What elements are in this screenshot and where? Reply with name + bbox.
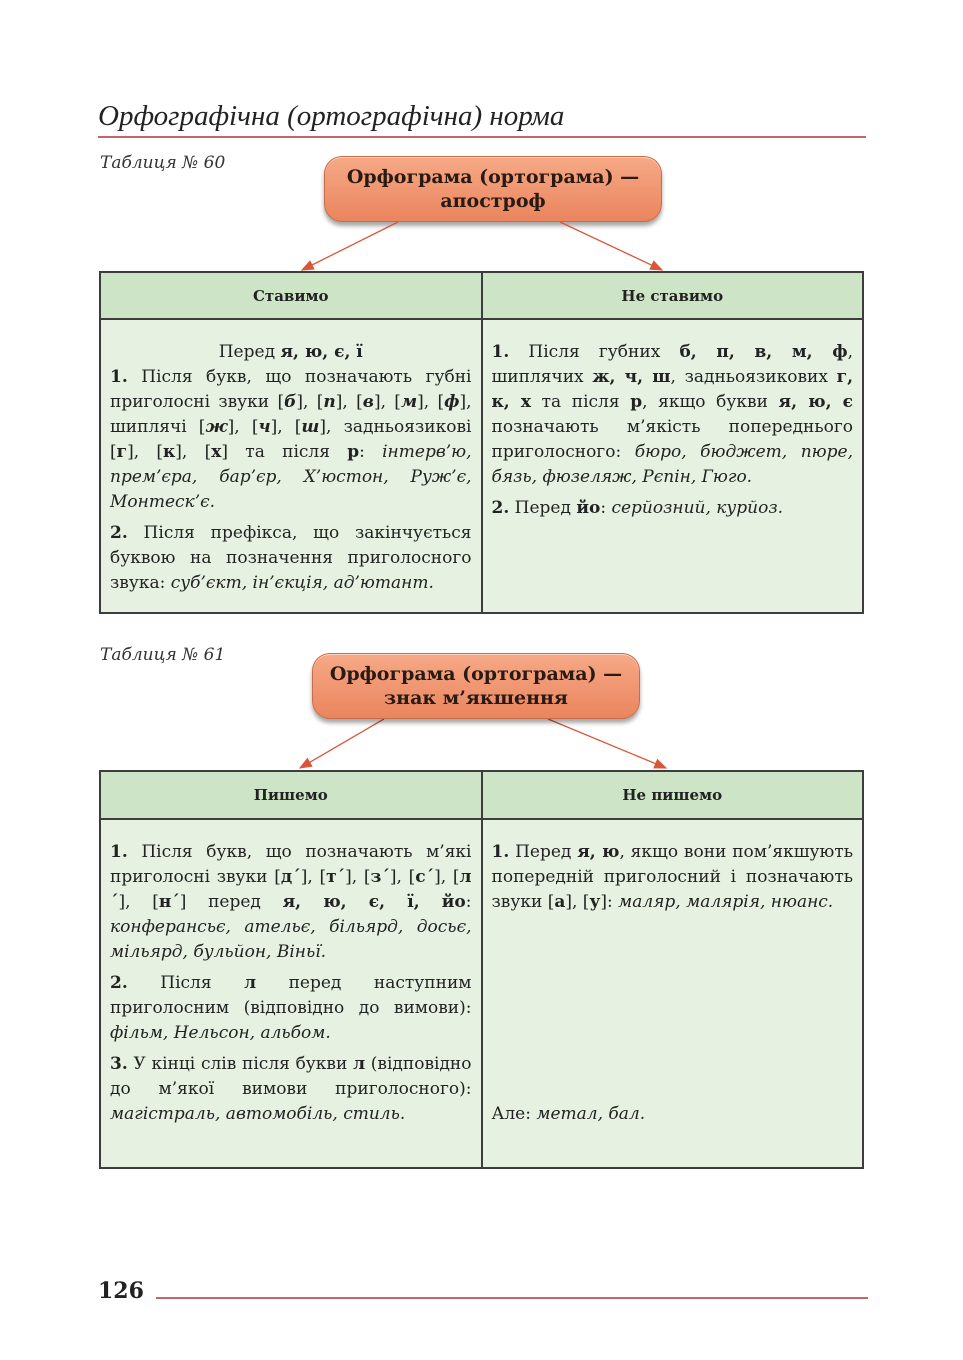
rule-item: 1. Після губних б, п, в, м, ф, шиплячих ж, ч, ш, задньоязикових г, к, х та після р, якщо букви я, ю, є позначають м’якість попереднього приголосного: бюро, бюджет, пюре, бязь, фюзеляж, Рєпін, Гюго. (491, 342, 854, 487)
table-61-label: Таблиця № 61 (100, 645, 226, 665)
column-header-pyshemo: Пишемо (253, 786, 328, 804)
table-61-left-cell (101, 820, 481, 1167)
column-header-ne-pyshemo: Не пишемо (481, 772, 863, 818)
arrow-left-61 (300, 719, 384, 768)
table-60-label: Таблиця № 60 (100, 153, 226, 173)
intro-line: Перед я, ю, є, ї (218, 342, 363, 362)
rule-item: 1. Після букв, що позначають м’які приголосні звуки [д´], [т´], [з´], [с´], [л´], [н´] перед я, ю, є, ї, йо: конферансьє, ательє, більярд, досьє, мільярд, бульйон, Віньї. (110, 842, 472, 962)
page-number: 126 (98, 1278, 144, 1304)
table-61-topic-box (312, 653, 640, 719)
footer-divider (156, 1297, 868, 1299)
rule-item: 2. Після л перед наступним приголосним (відповідно до вимови): фільм, Нельсон, альбом. (110, 973, 472, 1043)
column-header-stavymo: Ставимо (252, 286, 329, 305)
rule-item: 2. Перед йо: серйозний, курйоз. (491, 498, 784, 518)
table-61-header-row (101, 772, 862, 820)
table-61-body (101, 820, 862, 1167)
arrow-left-60 (302, 222, 398, 270)
rule-item: 2. Після префікса, що закінчується буквою на позначення приголосного звука: суб’єкт, ін’єкція, ад’ютант. (110, 523, 472, 593)
table-60-topic-line2: апостроф (440, 190, 546, 212)
table-60-body (101, 320, 862, 612)
section-title: Орфографічна (ортографічна) норма (98, 100, 565, 132)
table-60-header-row (101, 273, 862, 320)
rule-item: 1. Перед я, ю, якщо вони пом’якшують попередній приголосний і позначають звуки [а], [у]: маляр, малярія, нюанс. (491, 842, 853, 912)
table-61-right-cell (481, 820, 863, 1167)
table-60 (99, 271, 864, 614)
arrow-right-60 (560, 222, 662, 270)
arrow-right-61 (548, 719, 666, 768)
rule-item: 1. Після букв, що позначають губні приголосні звуки [б], [п], [в], [м], [ф], шиплячі [ж], [ч], [ш], задньоязикові [г], [к], [х] та після р: інтерв’ю, прем’єра, бар’єр, Х’юстон, Руж’є, Монтеск’є. (110, 367, 472, 512)
exception-note: Але: метал, бал. (491, 1104, 646, 1124)
column-header-ne-stavymo: Не ставимо (481, 273, 863, 318)
table-60-left-cell (101, 320, 481, 612)
table-61 (99, 770, 864, 1169)
table-60-topic-line1: Орфограма (ортограма) — (346, 166, 640, 188)
table-60-right-cell (481, 320, 863, 612)
table-61-topic-line2: знак м’якшення (384, 687, 568, 709)
rule-item: 3. У кінці слів після букви л (відповідно до м’якої вимови приголосного): магістраль, автомобіль, стиль. (110, 1054, 472, 1124)
table-61-topic-line1: Орфограма (ортограма) — (329, 663, 623, 685)
